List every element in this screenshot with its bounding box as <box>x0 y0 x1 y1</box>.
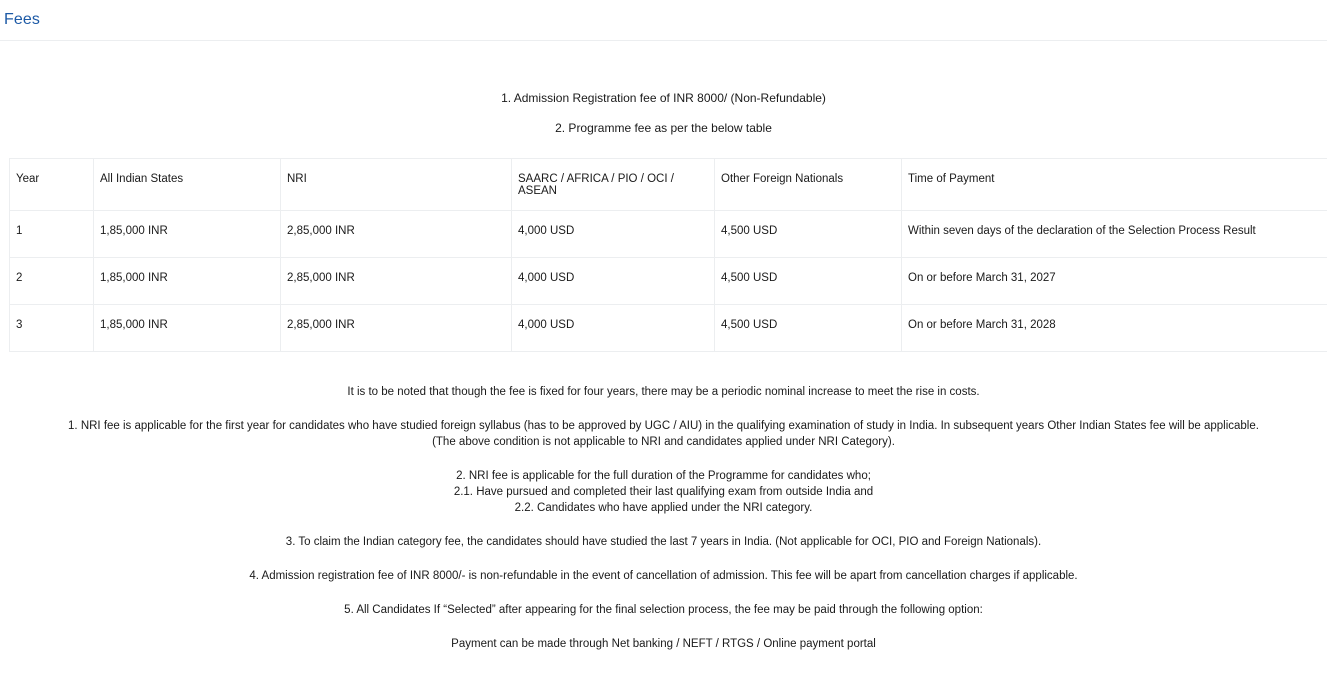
column-header-nri: NRI <box>281 159 512 211</box>
note-2-nri-full-duration <box>0 468 1327 516</box>
note-text: 5. All Candidates If “Selected” after appearing for the final selection process, the fee may be paid through the following option: <box>344 604 983 616</box>
column-header-year: Year <box>10 159 94 211</box>
cell-other-foreign-nationals: 4,500 USD <box>715 305 902 352</box>
note-text: It is to be noted that though the fee is fixed for four years, there may be a periodic nominal increase to meet the rise in costs. <box>347 386 980 398</box>
fees-table-header <box>10 159 1327 211</box>
note-text: (The above condition is not applicable to NRI and candidates applied under NRI Category). <box>432 436 895 448</box>
cell-year: 2 <box>10 258 94 305</box>
note-1-nri-first-year <box>0 418 1327 450</box>
note-text: 3. To claim the Indian category fee, the candidates should have studied the last 7 years in India. (Not applicable for OCI, PIO and Foreign Nationals). <box>285 536 1042 548</box>
note-text: 4. Admission registration fee of INR 8000/- is non-refundable in the event of cancellation of admission. This fee will be apart from cancellation charges if applicable. <box>249 570 1078 582</box>
note-text: 2.1. Have pursued and completed their last qualifying exam from outside India and <box>453 486 874 498</box>
cell-all-indian-states: 1,85,000 INR <box>94 211 281 258</box>
note-text: 1. NRI fee is applicable for the first year for candidates who have studied foreign syllabus (has to be approved by UGC / AIU) in the qualifying examination of study in India. In subsequent years Other Indian States fee will be applicable. <box>68 420 1259 432</box>
column-header-saarc: SAARC / AFRICA / PIO / OCI / ASEAN <box>512 159 715 211</box>
note-text: Payment can be made through Net banking / NEFT / RTGS / Online payment portal <box>451 638 876 650</box>
note-5-payment-option <box>0 602 1327 618</box>
cell-saarc: 4,000 USD <box>512 258 715 305</box>
cell-nri: 2,85,000 INR <box>281 305 512 352</box>
fees-table-body <box>10 211 1327 352</box>
note-text: 2. NRI fee is applicable for the full duration of the Programme for candidates who; <box>456 470 871 482</box>
fees-table-container <box>0 158 1327 352</box>
cell-all-indian-states: 1,85,000 INR <box>94 258 281 305</box>
cell-time-of-payment: On or before March 31, 2028 <box>902 305 1327 352</box>
table-row <box>10 258 1327 305</box>
column-header-other-foreign-nationals: Other Foreign Nationals <box>715 159 902 211</box>
note-fee-fixed-disclaimer <box>0 384 1327 400</box>
cell-all-indian-states: 1,85,000 INR <box>94 305 281 352</box>
column-header-all-indian-states: All Indian States <box>94 159 281 211</box>
column-header-time-of-payment: Time of Payment <box>902 159 1327 211</box>
table-row <box>10 305 1327 352</box>
intro-line-programme-fee: 2. Programme fee as per the below table <box>555 121 772 135</box>
cell-time-of-payment: Within seven days of the declaration of the Selection Process Result <box>902 211 1327 258</box>
intro-line-registration-fee: 1. Admission Registration fee of INR 8000/ (Non-Refundable) <box>501 91 826 105</box>
cell-time-of-payment: On or before March 31, 2027 <box>902 258 1327 305</box>
cell-other-foreign-nationals: 4,500 USD <box>715 258 902 305</box>
page-header <box>0 0 1327 41</box>
fees-table <box>9 158 1327 352</box>
intro-section <box>0 41 1327 136</box>
cell-saarc: 4,000 USD <box>512 211 715 258</box>
note-text: 2.2. Candidates who have applied under the NRI category. <box>514 502 813 514</box>
cell-year: 1 <box>10 211 94 258</box>
cell-year: 3 <box>10 305 94 352</box>
notes-section <box>0 384 1327 652</box>
note-3-indian-category-fee <box>0 534 1327 550</box>
table-header-row <box>10 159 1327 211</box>
cell-nri: 2,85,000 INR <box>281 258 512 305</box>
cell-nri: 2,85,000 INR <box>281 211 512 258</box>
note-4-non-refundable <box>0 568 1327 584</box>
cell-other-foreign-nationals: 4,500 USD <box>715 211 902 258</box>
table-row <box>10 211 1327 258</box>
note-payment-methods <box>0 636 1327 652</box>
page-title: Fees <box>4 11 40 28</box>
cell-saarc: 4,000 USD <box>512 305 715 352</box>
